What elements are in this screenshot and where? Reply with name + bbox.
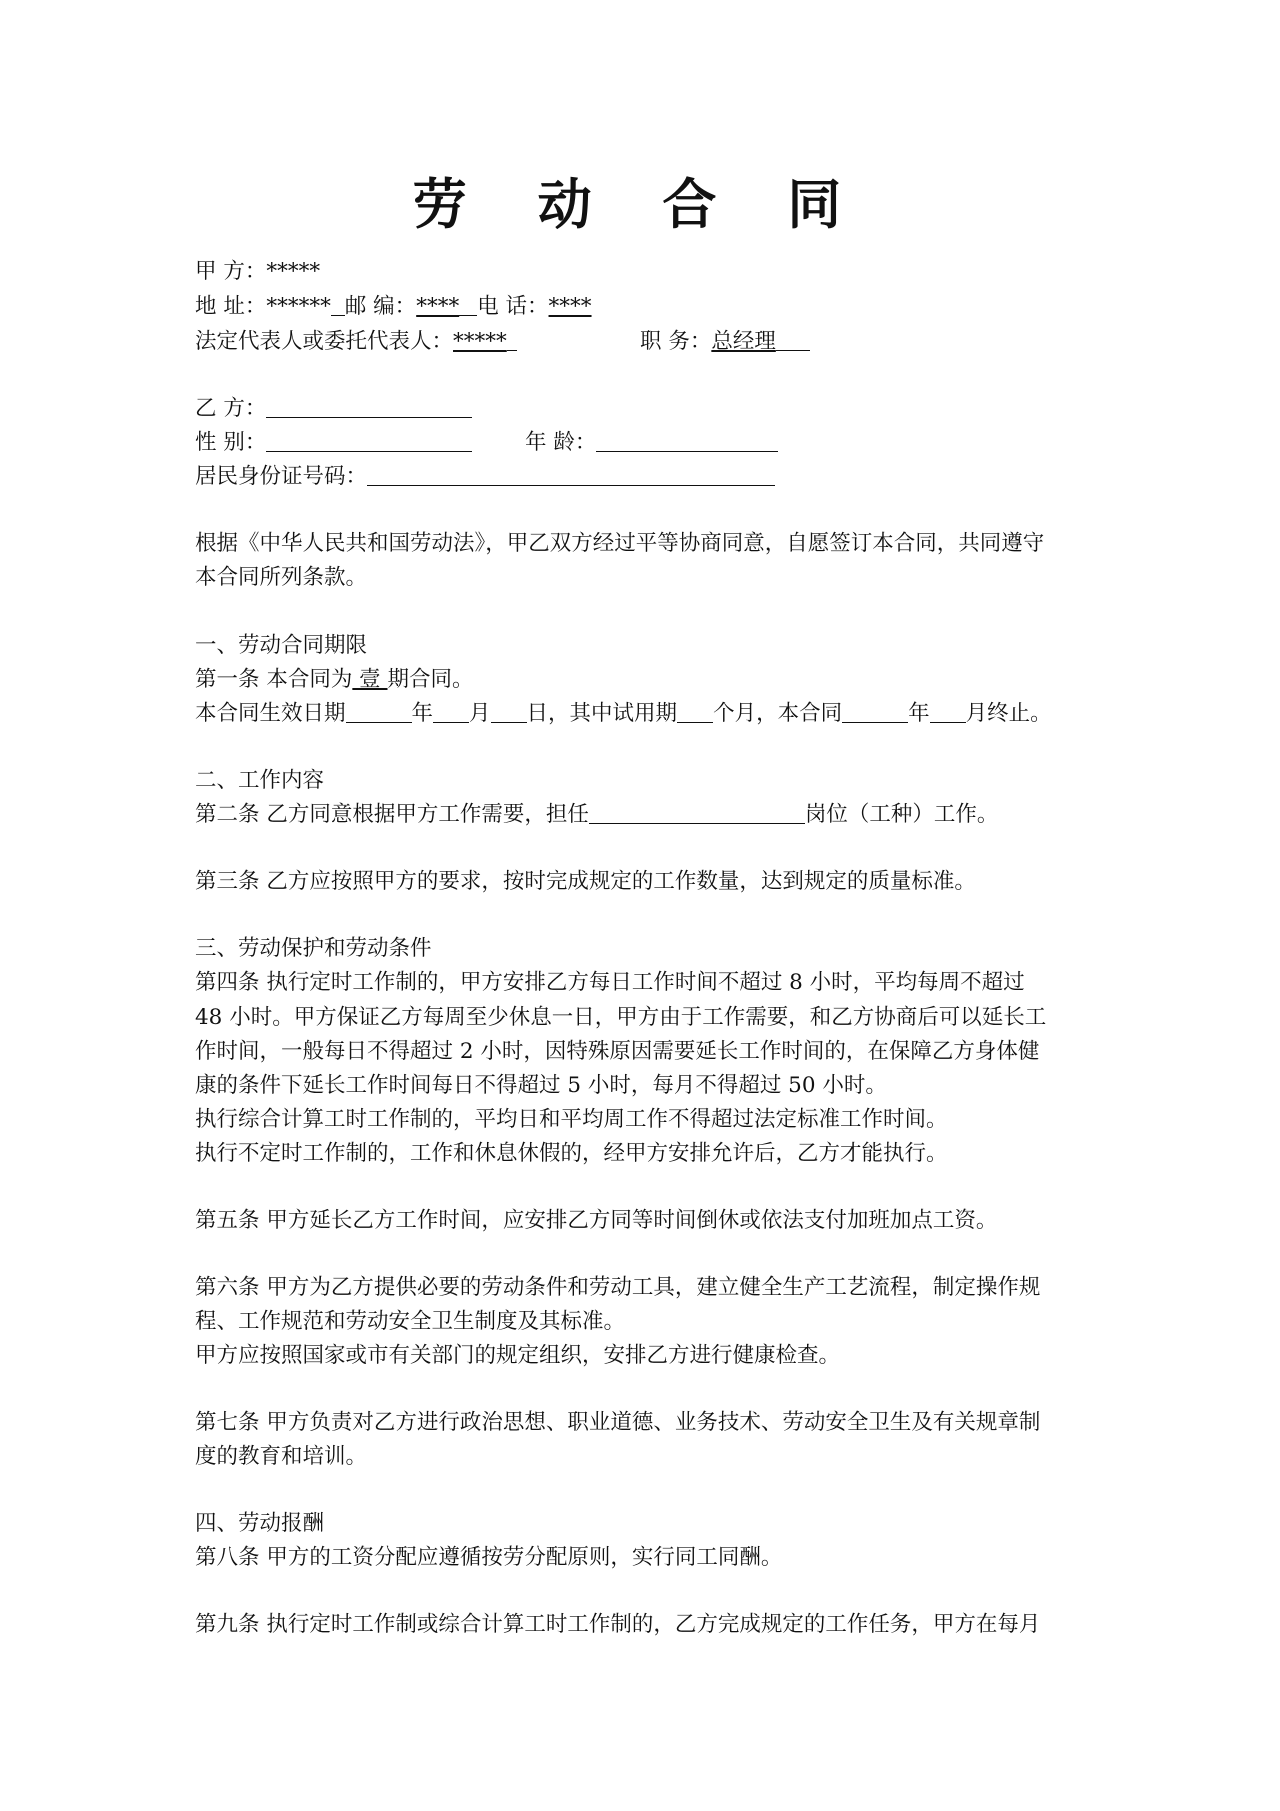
- article-6-line-1: 第六条 甲方为乙方提供必要的劳动条件和劳动工具，建立健全生产工艺流程，制定操作规: [195, 1275, 1041, 1300]
- article-4-line-4: 康的条件下延长工作时间每日不得超过 5 小时，每月不得超过 50 小时。: [195, 1073, 887, 1098]
- gender-blank: [266, 427, 472, 452]
- article-1-text: 第一条 本合同为: [195, 667, 353, 692]
- preamble-line-2: 本合同所列条款。: [195, 565, 368, 590]
- section-3-heading: 三、劳动保护和劳动条件: [195, 936, 432, 961]
- article-4-line-2: 48 小时。甲方保证乙方每周至少休息一日，甲方由于工作需要，和乙方协商后可以延长工: [195, 1005, 1047, 1030]
- article-4-line-6: 执行不定时工作制的，工作和休息休假的，经甲方安排允许后，乙方才能执行。: [195, 1141, 948, 1166]
- party-b-line: [195, 392, 472, 426]
- article-4-line-3: 作时间，一般每日不得超过 2 小时，因特殊原因需要延长工作时间的，在保障乙方身体健: [195, 1039, 1040, 1064]
- position-label: 职 务：: [640, 329, 712, 354]
- phone-label: 电 话：: [477, 294, 549, 319]
- gender-line: [195, 426, 472, 460]
- month-label: 月: [469, 701, 491, 726]
- end-month-blank: [930, 698, 966, 723]
- preamble-line-1: 根据《中华人民共和国劳动法》，甲乙双方经过平等协商同意，自愿签订本合同，共同遵守: [195, 531, 1045, 556]
- start-month-blank: [433, 698, 469, 723]
- start-day-blank: [491, 698, 527, 723]
- party-a-rep-line: [195, 325, 517, 359]
- article-6-line-3: 甲方应按照国家或市有关部门的规定组织，安排乙方进行健康检查。: [195, 1343, 841, 1368]
- end-date-label: 个月，本合同: [713, 701, 843, 726]
- address-blank: [331, 291, 345, 316]
- age-label: 年 龄：: [525, 430, 597, 455]
- end-year-blank: [842, 698, 908, 723]
- address-value: ******: [266, 294, 331, 319]
- rep-label: 法定代表人或委托代表人：: [195, 329, 454, 354]
- article-3: 第三条 乙方应按照甲方的要求，按时完成规定的工作数量，达到规定的质量标准。: [195, 869, 976, 894]
- article-2-text: 第二条 乙方同意根据甲方工作需要，担任: [195, 802, 589, 827]
- postcode-value: ****: [416, 294, 460, 319]
- section-2-heading: 二、工作内容: [195, 768, 325, 793]
- start-year-blank: [346, 698, 412, 723]
- article-6-line-2: 程、工作规范和劳动安全卫生制度及其标准。: [195, 1309, 626, 1334]
- probation-label: 日，其中试用期: [526, 701, 678, 726]
- section-1-heading: 一、劳动合同期限: [195, 633, 368, 658]
- document-title: 劳 动 合 同: [412, 172, 868, 236]
- effective-date-line: [195, 697, 1052, 731]
- position-value: 总经理: [711, 329, 776, 354]
- gender-label: 性 别：: [195, 430, 267, 455]
- party-a-name: *****: [266, 259, 321, 284]
- postcode-blank: [459, 291, 477, 316]
- id-label: 居民身份证号码：: [195, 464, 368, 489]
- article-1-text-end: 期合同。: [387, 667, 474, 692]
- effective-date-label: 本合同生效日期: [195, 701, 346, 726]
- article-2-text-end: 岗位（工种）工作。: [804, 802, 999, 827]
- party-b-label: 乙 方：: [195, 396, 267, 421]
- postcode-label: 邮 编：: [344, 294, 417, 319]
- party-a-address-line: [195, 290, 592, 324]
- position-blank: [776, 326, 810, 351]
- article-7-line-1: 第七条 甲方负责对乙方进行政治思想、职业道德、业务技术、劳动安全卫生及有关规章制: [195, 1410, 1041, 1435]
- job-position-blank: [589, 799, 805, 824]
- year-label: 年: [411, 701, 434, 726]
- phone-value: ****: [548, 294, 592, 319]
- party-a-line: [195, 255, 320, 289]
- rep-blank: [507, 326, 517, 351]
- position-line: [640, 325, 810, 359]
- age-line: [525, 426, 778, 460]
- article-1: [195, 663, 474, 697]
- article-5: 第五条 甲方延长乙方工作时间，应安排乙方同等时间倒休或依法支付加班加点工资。: [195, 1208, 998, 1233]
- probation-blank: [677, 698, 713, 723]
- article-2: [195, 798, 998, 832]
- article-4-line-1: 第四条 执行定时工作制的，甲方安排乙方每日工作时间不超过 8 小时，平均每周不超过: [195, 970, 1025, 995]
- age-blank: [596, 427, 778, 452]
- end-month-label: 月终止。: [965, 701, 1052, 726]
- contract-term-value: 壹: [352, 667, 388, 692]
- article-7-line-2: 度的教育和培训。: [195, 1444, 368, 1469]
- party-a-label: 甲 方：: [195, 259, 267, 284]
- address-label: 地 址：: [195, 294, 267, 319]
- section-4-heading: 四、劳动报酬: [195, 1511, 325, 1536]
- article-4-line-5: 执行综合计算工时工作制的，平均日和平均周工作不得超过法定标准工作时间。: [195, 1107, 948, 1132]
- party-b-name-blank: [266, 393, 472, 418]
- rep-value: *****: [453, 329, 507, 354]
- end-year-label: 年: [908, 701, 930, 726]
- article-8: 第八条 甲方的工资分配应遵循按劳分配原则，实行同工同酬。: [195, 1545, 783, 1570]
- id-line: [195, 460, 775, 494]
- id-blank: [367, 461, 775, 486]
- article-9-line-1: 第九条 执行定时工作制或综合计算工时工作制的，乙方完成规定的工作任务，甲方在每月: [195, 1612, 1041, 1637]
